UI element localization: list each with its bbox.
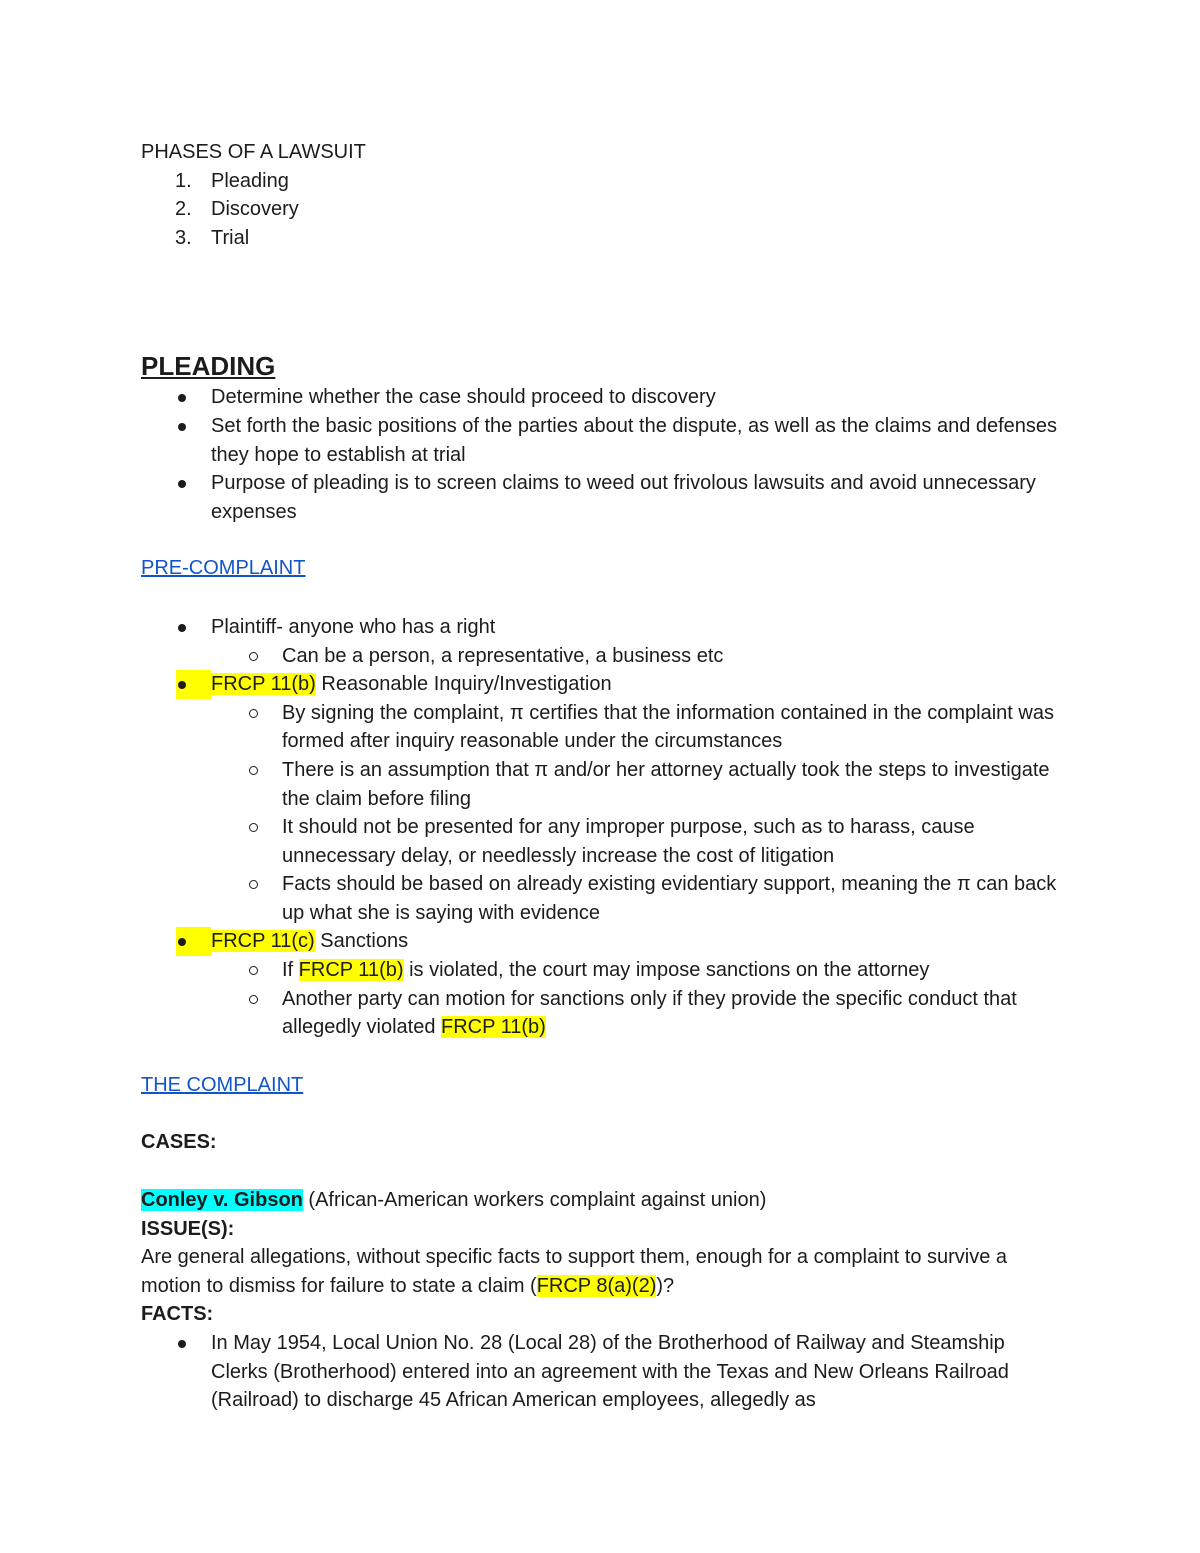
sub-list-item bbox=[141, 956, 1061, 985]
pre-complaint-heading: PRE-COMPLAINT bbox=[141, 557, 306, 580]
sub-bullet-icon bbox=[249, 880, 258, 889]
pleading-list bbox=[141, 383, 1061, 526]
list-item bbox=[141, 195, 1061, 224]
bullet-icon bbox=[178, 1340, 186, 1348]
issue-text bbox=[141, 1243, 1061, 1300]
list-item-text: Another party can motion for sanctions only if they provide the specific conduct that allegedly violated bbox=[282, 987, 1017, 1039]
sub-bullet-icon bbox=[249, 652, 258, 661]
case-title bbox=[141, 1186, 1061, 1215]
sub-bullet-icon bbox=[249, 766, 258, 775]
sub-list-item bbox=[141, 870, 1061, 927]
pre-complaint-list bbox=[141, 613, 1061, 1042]
list-item-text: Can be a person, a representative, a business etc bbox=[282, 644, 724, 667]
list-item-text: Pleading bbox=[211, 169, 289, 192]
sub-list-item bbox=[141, 756, 1061, 813]
list-item bbox=[141, 412, 1061, 469]
list-item bbox=[141, 469, 1061, 526]
sub-bullet-icon bbox=[249, 823, 258, 832]
list-item-text: If bbox=[282, 959, 299, 982]
list-number: 2. bbox=[175, 198, 192, 221]
sub-bullet-icon bbox=[249, 709, 258, 718]
facts-label: FACTS: bbox=[141, 1303, 214, 1326]
rule-reference: FRCP 8(a)(2) bbox=[536, 1274, 657, 1297]
list-number: 1. bbox=[175, 169, 192, 192]
bullet-icon bbox=[178, 624, 186, 632]
list-item-text: Reasonable Inquiry/Investigation bbox=[315, 673, 612, 696]
document-page bbox=[141, 138, 1061, 1415]
list-item-text: Facts should be based on already existing evidentiary support, meaning the π can back up what she is saying with evidence bbox=[282, 873, 1057, 924]
rule-reference: FRCP 11(b) bbox=[211, 673, 316, 696]
rule-reference: FRCP 11(b) bbox=[441, 1016, 546, 1039]
bullet-icon bbox=[178, 394, 186, 402]
issue-label: ISSUE(S): bbox=[141, 1217, 235, 1240]
sub-list-item bbox=[141, 985, 1061, 1042]
list-item bbox=[141, 927, 1061, 956]
list-item-text: Purpose of pleading is to screen claims to weed out frivolous lawsuits and avoid unnecessary expenses bbox=[211, 472, 1036, 523]
phases-title: PHASES OF A LAWSUIT bbox=[141, 141, 366, 163]
phases-list bbox=[141, 167, 1061, 253]
issue-text-end: )? bbox=[656, 1274, 675, 1297]
list-item bbox=[141, 613, 1061, 642]
list-item-text: Sanctions bbox=[314, 930, 409, 953]
list-item-text: is violated, the court may impose sanctions on the attorney bbox=[403, 959, 930, 982]
list-item-text: Discovery bbox=[211, 198, 299, 221]
case-name: Conley v. Gibson bbox=[141, 1189, 303, 1212]
list-item bbox=[141, 1329, 1061, 1415]
pleading-heading: PLEADING bbox=[141, 351, 276, 382]
list-number: 3. bbox=[175, 226, 192, 249]
list-item-text: By signing the complaint, π certifies that the information contained in the complaint was formed after inquiry reasonable under the circumstances bbox=[282, 701, 1054, 753]
case-description: (African-American workers complaint against union) bbox=[302, 1189, 767, 1212]
sub-list-item bbox=[141, 699, 1061, 756]
sub-bullet-icon bbox=[249, 966, 258, 975]
bullet-icon bbox=[178, 480, 186, 488]
list-item-text: In May 1954, Local Union No. 28 (Local 28) of the Brotherhood of Railway and Steamship Clerks (Brotherhood) entered into an agreement with the Texas and New Orleans Railroad (Railroad) to discharge 45 African American employees, allegedly as bbox=[211, 1332, 1009, 1412]
list-item-text: There is an assumption that π and/or her attorney actually took the steps to investigate the claim before filing bbox=[282, 758, 1050, 810]
list-item bbox=[141, 383, 1061, 412]
sub-bullet-icon bbox=[249, 995, 258, 1004]
rule-reference: FRCP 11(b) bbox=[298, 959, 404, 982]
bullet-icon bbox=[178, 423, 186, 431]
list-item bbox=[141, 670, 1061, 699]
complaint-heading: THE COMPLAINT bbox=[141, 1073, 304, 1096]
sub-list-item bbox=[141, 642, 1061, 671]
list-item-text: Set forth the basic positions of the parties about the dispute, as well as the claims and defenses they hope to establish at trial bbox=[211, 414, 1058, 466]
list-item-text: Trial bbox=[211, 226, 250, 249]
cases-label: CASES: bbox=[141, 1131, 217, 1154]
list-item bbox=[141, 224, 1061, 253]
list-item-text: Determine whether the case should proceed to discovery bbox=[211, 386, 716, 409]
list-item-text: Plaintiff- anyone who has a right bbox=[211, 615, 496, 638]
list-item bbox=[141, 167, 1061, 196]
rule-reference: FRCP 11(c) bbox=[211, 930, 315, 953]
sub-list-item bbox=[141, 813, 1061, 870]
issue-text-body: Are general allegations, without specific facts to support them, enough for a complaint to survive a motion to dismiss for failure to state a claim ( bbox=[141, 1246, 1008, 1297]
list-item-text: It should not be presented for any improper purpose, such as to harass, cause unnecessary delay, or needlessly increase the cost of litigation bbox=[282, 816, 975, 867]
